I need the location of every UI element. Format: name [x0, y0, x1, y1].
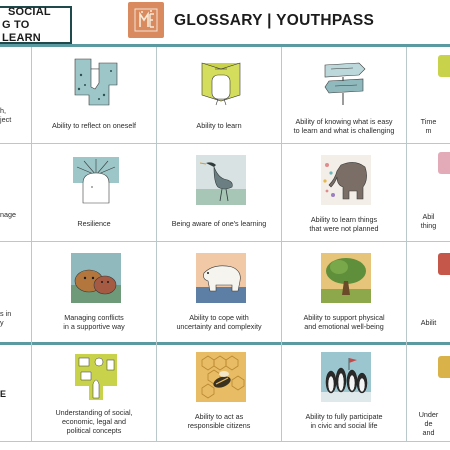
- glossary-card[interactable]: [32, 346, 156, 444]
- cut-off-caption: Under de and: [418, 410, 439, 437]
- section-label-box: [0, 6, 72, 44]
- card-caption: Being aware of one's learning: [171, 219, 267, 228]
- card-caption: Ability to learn things that were not planned: [309, 215, 379, 233]
- penguins-icon: [319, 350, 373, 404]
- cut-off-caption: nage: [0, 210, 16, 219]
- owl-logo-icon: [128, 2, 164, 38]
- card-caption: Ability to act as responsible citizens: [187, 412, 251, 430]
- glossary-card[interactable]: [32, 47, 156, 145]
- cat-and-dog-icon: [69, 251, 123, 305]
- glossary-card[interactable]: [32, 145, 156, 243]
- green-tree-icon: [319, 251, 373, 305]
- bee-honeycomb-icon: [194, 350, 248, 404]
- card-caption: Ability to learn: [196, 121, 242, 130]
- section-label-line2: G TO LEARN: [2, 18, 41, 44]
- red-card-icon: [438, 253, 450, 275]
- card-caption: Ability to fully participate in civic and social life: [305, 412, 383, 430]
- cut-off-section-label: E: [0, 389, 7, 399]
- glossary-card[interactable]: [157, 47, 281, 145]
- card-caption: Ability of knowing what is easy to learn and what is challenging: [293, 117, 395, 135]
- cut-off-caption: s in y: [0, 309, 12, 327]
- glossary-card[interactable]: [157, 346, 281, 444]
- cut-off-caption: Time m: [420, 117, 437, 135]
- glossary-card[interactable]: [32, 243, 156, 341]
- section-divider: [0, 342, 450, 345]
- glossary-card[interactable]: [282, 243, 406, 341]
- head-with-symbols-icon: [69, 350, 123, 404]
- card-caption: Ability to support physical and emotional well-being: [303, 313, 385, 331]
- cut-off-caption: Abilit: [420, 318, 437, 327]
- polar-bear-icon: [194, 251, 248, 305]
- section-label-line1: SOCIAL: [8, 5, 51, 18]
- gold-card-icon: [438, 356, 450, 378]
- glossary-card[interactable]: [282, 145, 406, 243]
- card-caption: Understanding of social, economic, legal and political concepts: [55, 408, 133, 435]
- heron-bird-icon: [194, 153, 248, 207]
- pink-card-icon: [438, 152, 450, 174]
- card-caption: Resilience: [77, 219, 111, 228]
- radiating-head-icon: [69, 153, 123, 207]
- road-signs-icon: [319, 55, 373, 109]
- page-title: GLOSSARY | YOUTHPASS: [174, 12, 375, 29]
- glossary-card[interactable]: [157, 145, 281, 243]
- elephant-collage-icon: [319, 153, 373, 207]
- card-caption: Ability to cope with uncertainty and complexity: [176, 313, 262, 331]
- open-book-head-icon: [194, 55, 248, 109]
- card-caption: Managing conflicts in a supportive way: [63, 313, 125, 331]
- glossary-card[interactable]: [282, 346, 406, 444]
- cut-off-caption: Abil thing: [420, 212, 437, 230]
- grid-line: [406, 47, 407, 442]
- cut-off-caption: h, ject: [0, 106, 12, 124]
- card-caption: Ability to reflect on oneself: [52, 121, 136, 130]
- glossary-card[interactable]: [282, 47, 406, 145]
- glossary-card[interactable]: [157, 243, 281, 341]
- lime-card-icon: [438, 55, 450, 77]
- cutout-head-collage-icon: [69, 55, 123, 109]
